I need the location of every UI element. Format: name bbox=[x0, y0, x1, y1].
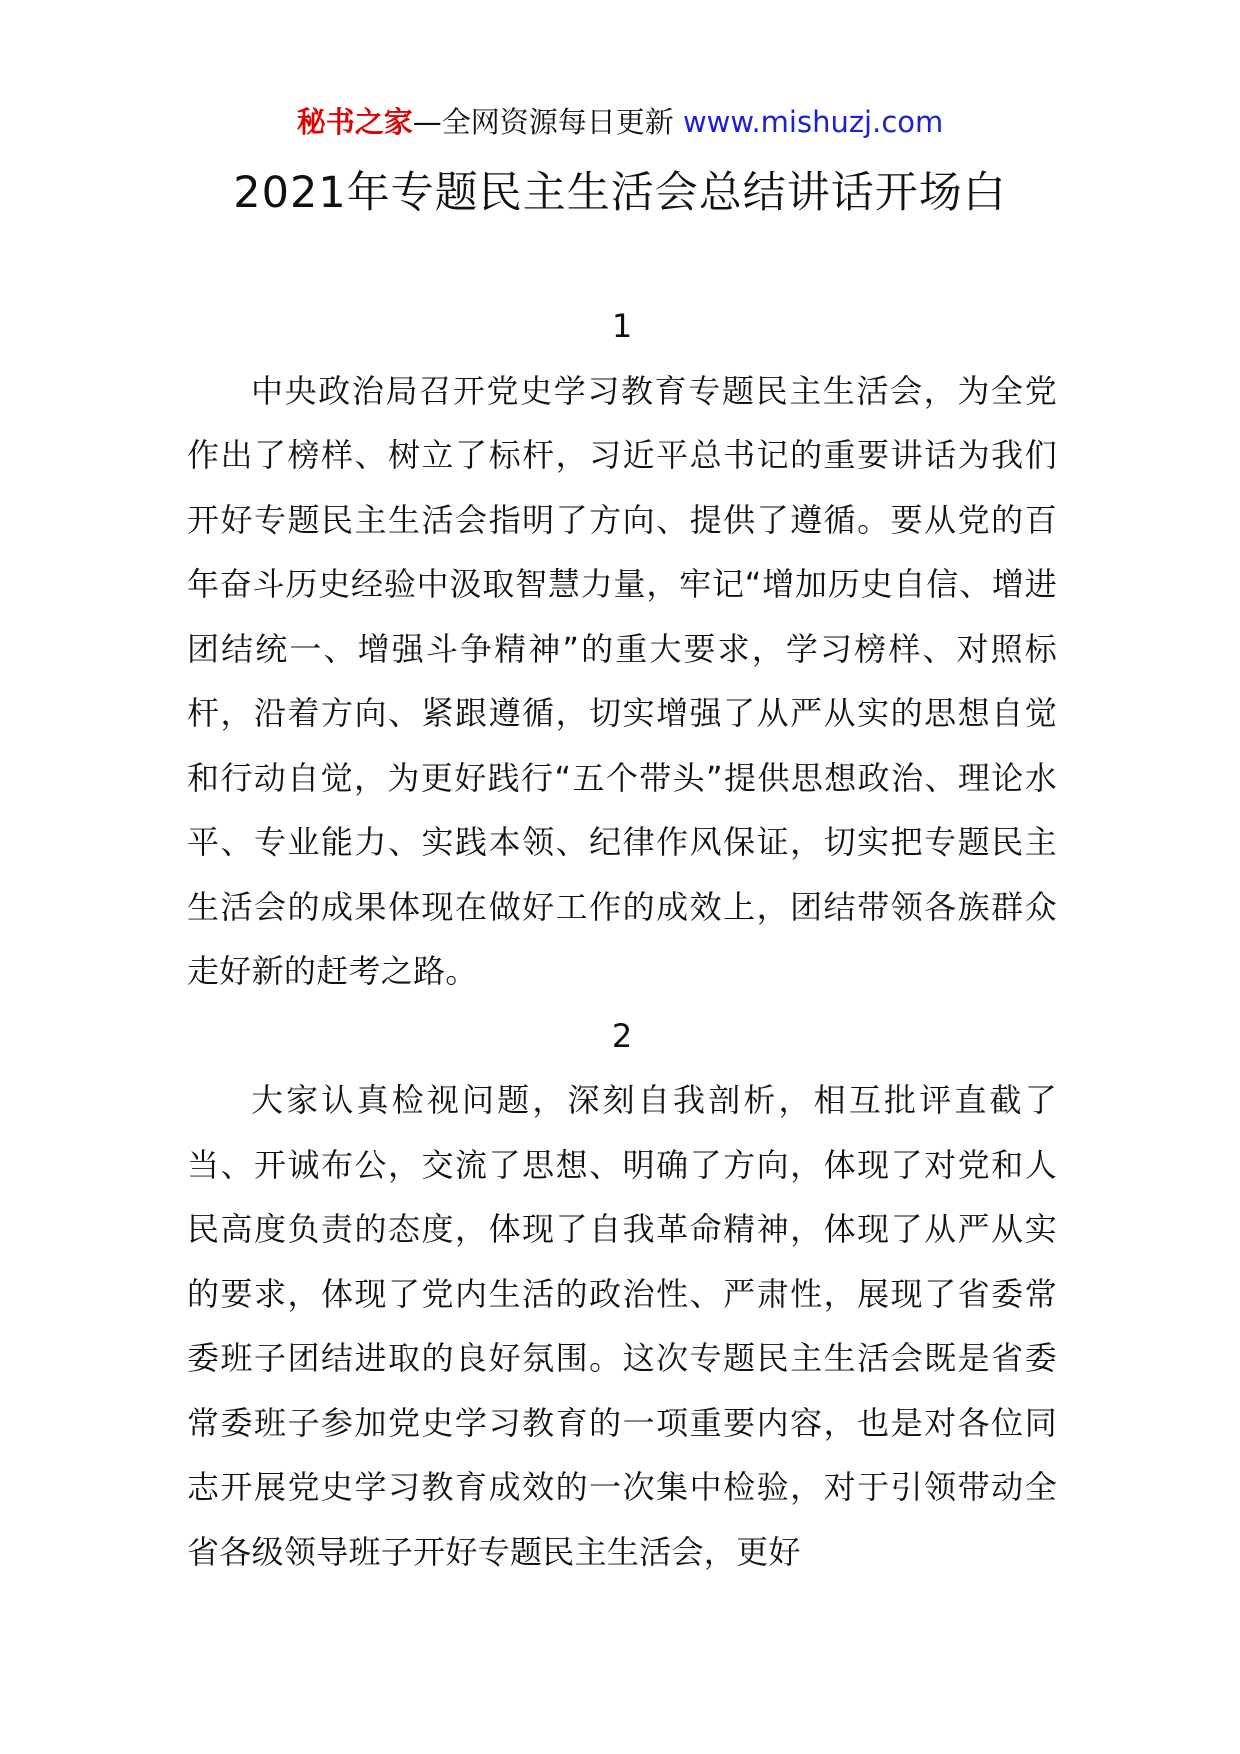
section bbox=[187, 294, 1057, 1004]
site-header bbox=[0, 100, 1240, 144]
document-body bbox=[187, 294, 1057, 1584]
section-paragraph: 大家认真检视问题，深刻自我剖析，相互批评直截了当、开诚布公，交流了思想、明确了方向，体现了对党和人民高度负责的态度，体现了自我革命精神，体现了从严从实的要求，体现了党内生活的政治性、严肃性，展现了省委常委班子团结进取的良好氛围。这次专题民主生活会既是省委常委班子参加党史学习教育的一项重要内容，也是对各位同志开展党史学习教育成效的一次集中检验，对于引领带动全省各级领导班子开好专题民主生活会，更好 bbox=[187, 1081, 1057, 1571]
section bbox=[187, 1004, 1057, 1585]
document-title: 2021年专题民主生活会总结讲话开场白 bbox=[233, 168, 1007, 218]
section-number: 2 bbox=[611, 1016, 633, 1055]
section-paragraph: 中央政治局召开党史学习教育专题民主生活会，为全党作出了榜样、树立了标杆，习近平总书记的重要讲话为我们开好专题民主生活会指明了方向、提供了遵循。要从党的百年奋斗历史经验中汲取智慧力量，牢记“增加历史自信、增进团结统一、增强斗争精神”的重大要求，学习榜样、对照标杆，沿着方向、紧跟遵循，切实增强了从严从实的思想自觉和行动自觉，为更好践行“五个带头”提供思想政治、理论水平、专业能力、实践本领、纪律作风保证，切实把专题民主生活会的成果体现在做好工作的成效上，团结带领各族群众走好新的赶考之路。 bbox=[187, 371, 1057, 990]
brand-name: 秘书之家 bbox=[296, 105, 413, 139]
site-url[interactable]: www.mishuzj.com bbox=[682, 105, 944, 139]
header-slogan: —全网资源每日更新 bbox=[412, 105, 674, 139]
section-number: 1 bbox=[611, 307, 633, 345]
